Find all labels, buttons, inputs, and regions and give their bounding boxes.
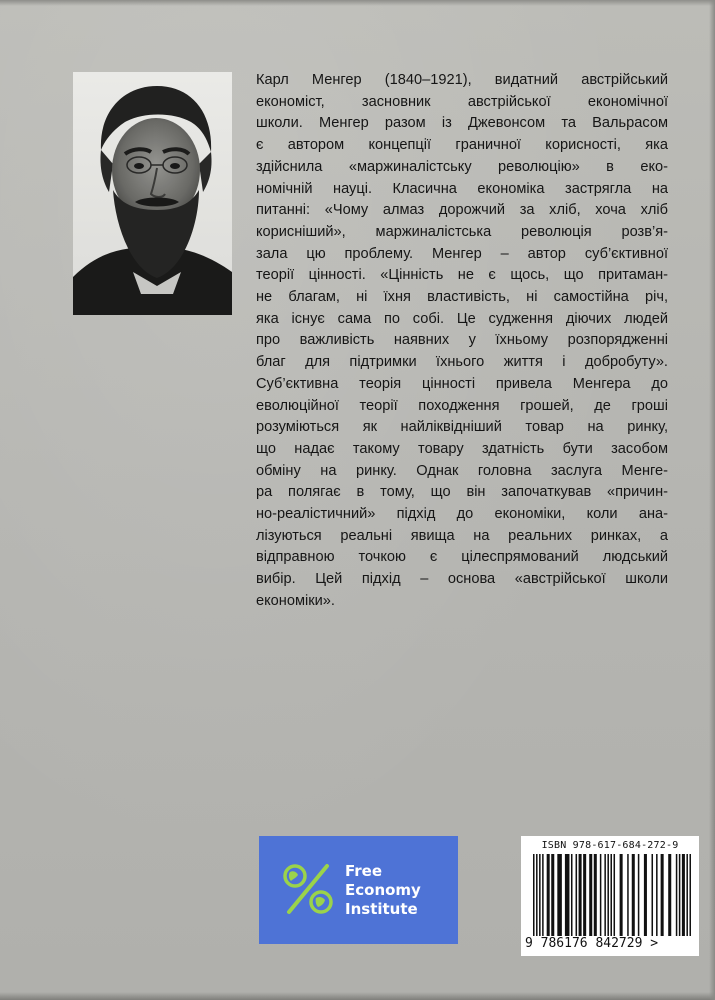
- barcode-bar: [547, 854, 550, 936]
- author-biography: [256, 70, 668, 613]
- barcode-bar: [620, 854, 623, 936]
- bio-line: зала цю проблему. Менгер – автор суб’єктивної: [256, 245, 668, 262]
- barcode-bar: [676, 854, 678, 936]
- barcode-bar: [576, 854, 578, 936]
- barcode-bar: [632, 854, 635, 936]
- bio-line: питанні: «Чому алмаз дорожчий за хліб, хоча хліб: [256, 202, 668, 219]
- barcode-bar: [627, 854, 629, 936]
- bio-line: Суб’єктивна теорія цінності привела Менгера до: [256, 375, 668, 392]
- barcode-bar: [638, 854, 640, 936]
- barcode-bar: [600, 854, 602, 936]
- bio-line: здійснила «маржиналістську революцію» в еко-: [256, 158, 668, 175]
- isbn-number: ISBN 978-617-684-272-9: [541, 840, 679, 851]
- barcode-bar: [682, 854, 685, 936]
- bio-line: що надає такому товару здатність бути засобом: [256, 440, 668, 457]
- barcode-bar: [539, 854, 541, 936]
- scan-edge-bottom: [0, 992, 715, 1000]
- barcode-bar: [686, 854, 688, 936]
- bio-line: благ для підтримки їхнього життя і добробуту».: [256, 354, 668, 371]
- isbn-barcode: [521, 836, 699, 956]
- barcode-bar: [614, 854, 616, 936]
- barcode-bar: [668, 854, 671, 936]
- bio-line: корисніший», маржиналістська революція розв’я-: [256, 223, 668, 240]
- bio-line: но-реалістичний» підхід до економіки, коли ана-: [256, 506, 668, 523]
- barcode-bar: [542, 854, 544, 936]
- scan-edge-right: [709, 0, 715, 1000]
- barcode-bar: [589, 854, 592, 936]
- portrait-image: [73, 72, 232, 315]
- barcode-bar: [536, 854, 538, 936]
- barcode-bar: [656, 854, 658, 936]
- bio-line: ра полягає в тому, що він започаткував «причин-: [256, 484, 668, 501]
- publisher-logo: [259, 836, 458, 944]
- bio-line: номічній науці. Класична економіка застрягла на: [256, 180, 668, 197]
- barcode-bar: [644, 854, 647, 936]
- scan-edge-top: [0, 0, 715, 6]
- bio-line: школи. Менгер разом із Джевонсом та Вальрасом: [256, 115, 668, 132]
- author-portrait: [73, 72, 232, 315]
- ean-digits: 9 786176 842729 >: [525, 936, 659, 951]
- publisher-name-line2: Economy: [345, 881, 421, 899]
- bio-line: розуміються як найліквідніший товар на ринку,: [256, 419, 668, 436]
- barcode-bar: [571, 854, 573, 936]
- barcode-bar: [607, 854, 609, 936]
- bio-line: відправною точкою є цілеспрямований людський: [256, 549, 668, 566]
- publisher-name-line1: Free: [345, 862, 383, 880]
- barcode-bar: [579, 854, 582, 936]
- bio-line: вибір. Цей підхід – основа «австрійської школи: [256, 571, 668, 588]
- barcode-bar: [594, 854, 597, 936]
- bio-line: теорії цінності. «Цінність не є щось, що притаман-: [256, 267, 668, 284]
- barcode-bar: [679, 854, 681, 936]
- barcode-bar: [533, 854, 535, 936]
- publisher-name-line3: Institute: [345, 900, 418, 918]
- barcode-bar: [557, 854, 562, 936]
- bio-line: про важливість наявних у їхньому розпорядженні: [256, 332, 668, 349]
- bio-line: обміну на ринку. Однак головна заслуга Менге-: [256, 462, 668, 479]
- barcode-bar: [610, 854, 612, 936]
- barcode-bar: [604, 854, 606, 936]
- bio-line: економіки».: [256, 592, 335, 609]
- bio-line: еволюційної теорії походження грошей, де гроші: [256, 397, 668, 414]
- barcode-bars: [533, 854, 691, 936]
- publisher-name: [345, 862, 421, 919]
- bio-line: лізуються реальні явища на реальних ринках, а: [256, 527, 668, 544]
- barcode-bar: [565, 854, 570, 936]
- barcode-bar: [652, 854, 654, 936]
- barcode-bar: [583, 854, 586, 936]
- bio-line: не благам, ні їхня властивість, ні самостійна річ,: [256, 289, 668, 306]
- barcode-bar: [689, 854, 691, 936]
- bio-line: є автором концепції граничної корисності, яка: [256, 137, 668, 154]
- barcode-bar: [551, 854, 554, 936]
- bio-line: яка існує сама по собі. Це судження діючих людей: [256, 310, 668, 327]
- bio-line: економіст, засновник австрійської економічної: [256, 93, 668, 110]
- bio-line: Карл Менгер (1840–1921), видатний австрійський: [256, 72, 668, 88]
- percent-globe-icon: [279, 860, 337, 918]
- barcode-bar: [661, 854, 664, 936]
